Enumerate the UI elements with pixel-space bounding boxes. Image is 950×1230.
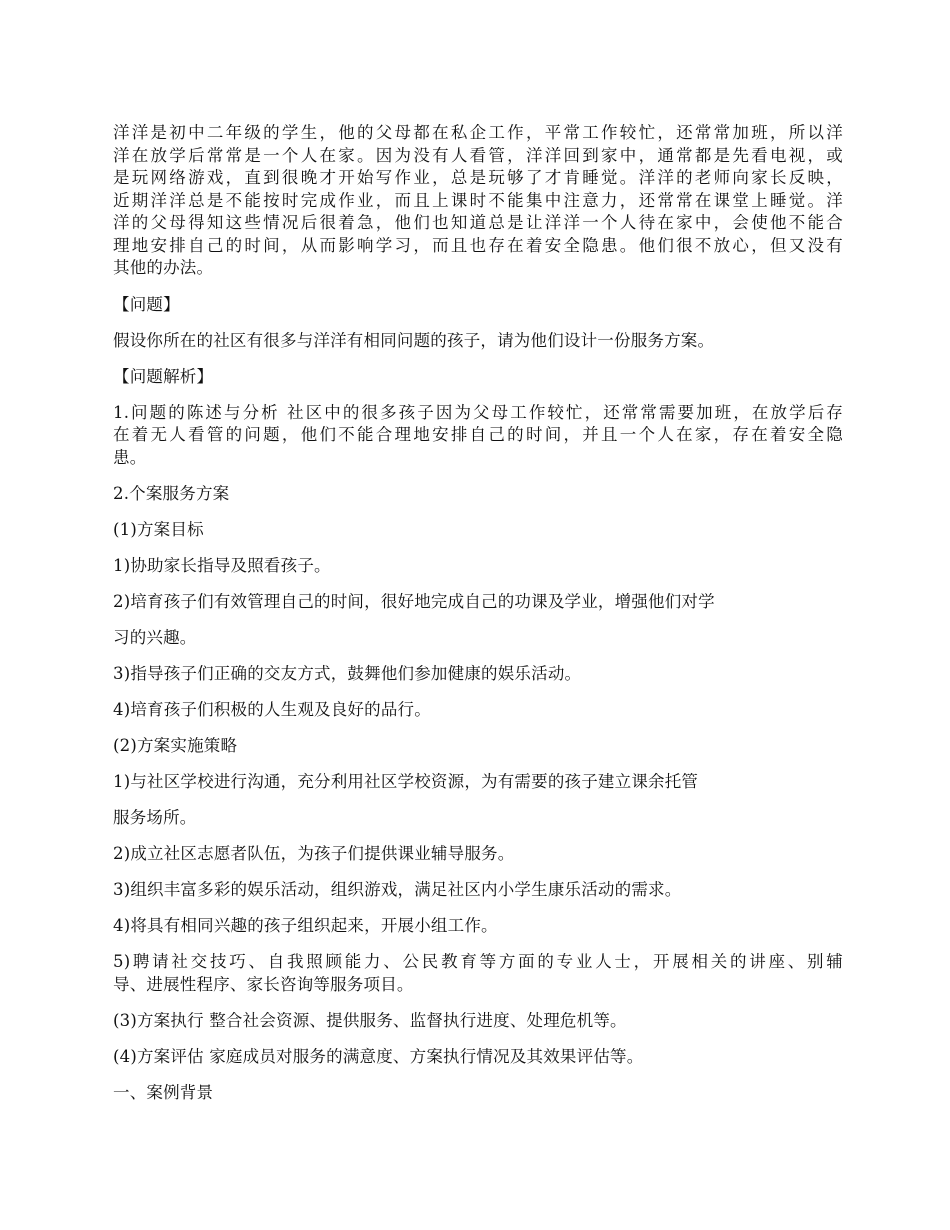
strategy-item-2: 2)成立社区志愿者队伍，为孩子们提供课业辅导服务。 bbox=[113, 844, 515, 863]
question-heading: 【问题】 bbox=[113, 294, 180, 314]
text-line: 洋的父母得知这些情况后很着急，他们也知道总是让洋洋一个人待在家中，会使他不能合 bbox=[113, 213, 843, 232]
text-line: 洋洋是初中二年级的学生，他的父母都在私企工作，平常工作较忙，还常常加班，所以洋 bbox=[113, 123, 843, 142]
question-text: 假设你所在的社区有很多与洋洋有相同问题的孩子，请为他们设计一份服务方案。 bbox=[113, 330, 715, 350]
goal-title: (1)方案目标 bbox=[113, 520, 204, 539]
plan-execution: (3)方案执行 整合社会资源、提供服务、监督执行进度、处理危机等。 bbox=[113, 1011, 627, 1030]
goal-item-4: 4)培育孩子们积极的人生观及良好的品行。 bbox=[113, 700, 431, 719]
section-heading: 一、案例背景 bbox=[113, 1083, 214, 1102]
case-intro-paragraph bbox=[113, 122, 843, 280]
goal-item-3: 3)指导孩子们正确的交友方式，鼓舞他们参加健康的娱乐活动。 bbox=[113, 664, 582, 683]
goal-item-2-line-2: 习的兴趣。 bbox=[113, 628, 197, 647]
text-line: 患。 bbox=[113, 447, 147, 467]
strategy-item-1-line-2: 服务场所。 bbox=[113, 808, 197, 827]
text-line: 5)聘请社交技巧、自我照顾能力、公民教育等方面的专业人士，开展相关的讲座、别辅 bbox=[113, 952, 843, 971]
plan-evaluation: (4)方案评估 家庭成员对服务的满意度、方案执行情况及其效果评估等。 bbox=[113, 1047, 644, 1066]
strategy-item-4: 4)将具有相同兴趣的孩子组织起来，开展小组工作。 bbox=[113, 916, 498, 935]
goal-item-1: 1)协助家长指导及照看孩子。 bbox=[113, 556, 331, 575]
document-body bbox=[113, 122, 843, 1118]
text-line: 在着无人看管的问题，他们不能合理地安排自己的时间，并且一个人在家，存在着安全隐 bbox=[113, 425, 843, 444]
strategy-item-1-line-1: 1)与社区学校进行沟通，充分利用社区学校资源，为有需要的孩子建立课余托管 bbox=[113, 772, 699, 791]
strategy-item-3: 3)组织丰富多彩的娱乐活动，组织游戏，满足社区内小学生康乐活动的需求。 bbox=[113, 880, 682, 899]
goal-item-2-line-1: 2)培育孩子们有效管理自己的时间，很好地完成自己的功课及学业，增强他们对学 bbox=[113, 592, 715, 611]
analysis-paragraph bbox=[113, 402, 843, 470]
strategy-item-5 bbox=[113, 951, 843, 996]
text-line: 近期洋洋总是不能按时完成作业，而且上课时不能集中注意力，还常常在课堂上睡觉。洋 bbox=[113, 190, 843, 210]
text-line: 1.问题的陈述与分析 社区中的很多孩子因为父母工作较忙，还常常需要加班，在放学后存 bbox=[113, 402, 843, 422]
plan-title: 2.个案服务方案 bbox=[113, 484, 230, 503]
strategy-title: (2)方案实施策略 bbox=[113, 736, 238, 755]
text-line: 是玩网络游戏，直到很晚才开始写作业，总是玩够了才肯睡觉。洋洋的老师向家长反映， bbox=[113, 168, 843, 187]
text-line: 洋在放学后常常是一个人在家。因为没有人看管，洋洋回到家中，通常都是先看电视，或 bbox=[113, 145, 843, 165]
analysis-heading: 【问题解析】 bbox=[113, 366, 214, 386]
text-line: 导、进展性程序、家长咨询等服务项目。 bbox=[113, 974, 414, 994]
text-line: 理地安排自己的时间，从而影响学习，而且也存在着安全隐患。他们很不放心，但又没有 bbox=[113, 235, 843, 255]
text-line: 其他的办法。 bbox=[113, 258, 214, 277]
